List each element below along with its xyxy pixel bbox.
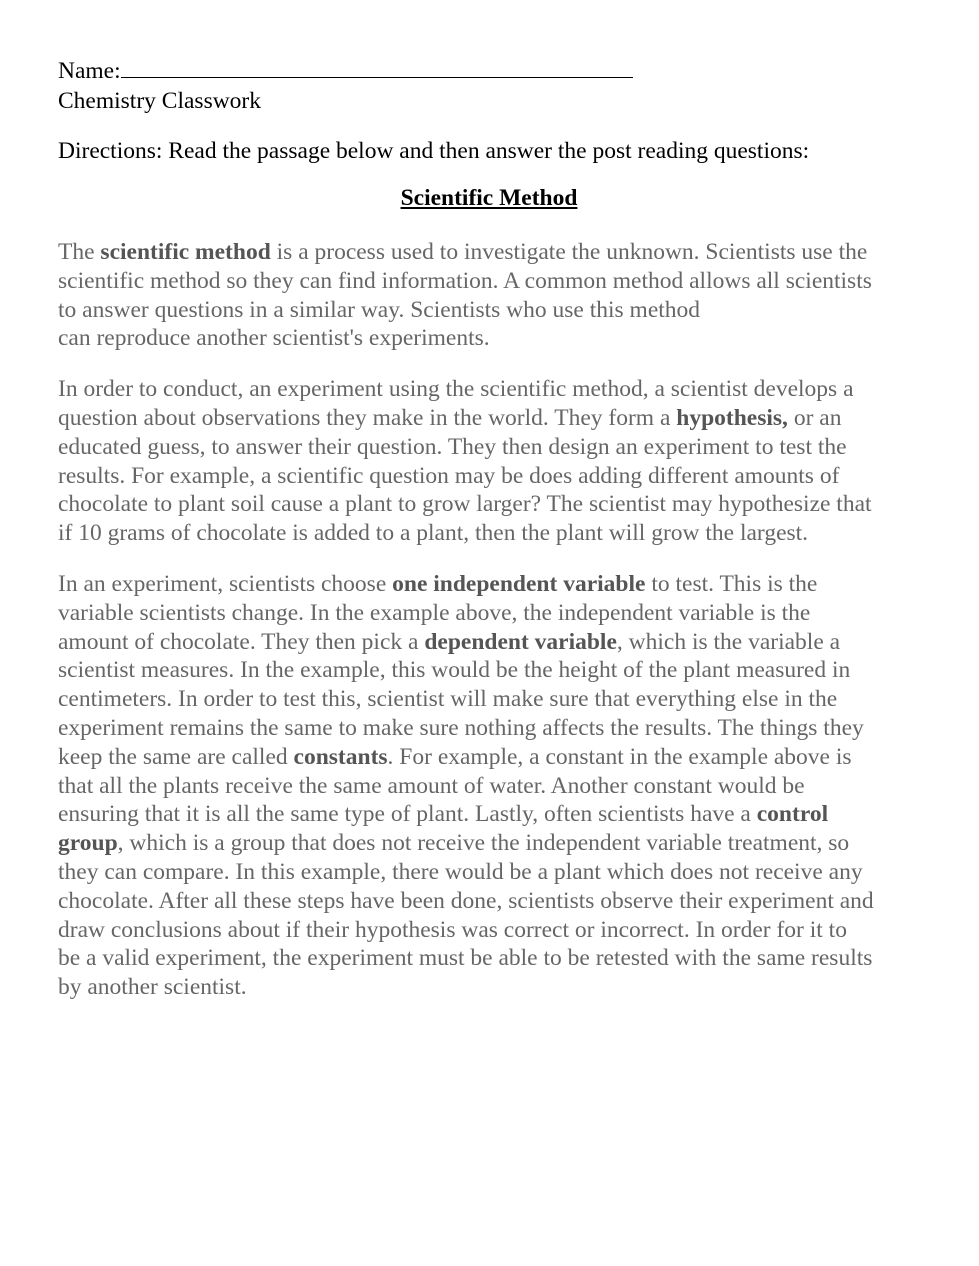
passage-text: . For example, a constant in the example above is	[387, 743, 852, 770]
directions: Directions: Read the passage below and then answer the post reading questions:	[58, 138, 810, 164]
key-term: control	[756, 801, 829, 828]
passage-text: amount of chocolate. They then pick a	[58, 628, 425, 655]
passage-line	[58, 772, 920, 801]
passage-text: The	[58, 239, 101, 265]
passage-text: by another scientist.	[58, 974, 247, 1001]
passage-line	[58, 462, 920, 491]
passage-line	[58, 599, 920, 628]
passage-text: can reproduce another scientist's experiments.	[58, 325, 490, 352]
paragraph-2	[58, 375, 920, 548]
name-label: Name:	[58, 58, 121, 84]
passage-text: to answer questions in a similar way. Scientists who use this method	[58, 296, 701, 323]
passage-line	[58, 375, 920, 404]
passage-text: results. For example, a scientific question may be does adding different amounts of	[58, 462, 840, 489]
key-term: dependent variable	[424, 628, 617, 655]
passage-line	[58, 628, 920, 657]
passage-line	[58, 714, 920, 743]
passage-line	[58, 324, 920, 353]
passage-title: Scientific Method	[400, 185, 578, 211]
passage-text: question about observations they make in the world. They form a	[58, 404, 677, 431]
passage-text: In order to conduct, an experiment using the scientific method, a scientist develops a	[58, 376, 854, 403]
passage-text: scientific method so they can find information. A common method allows all scientists	[58, 267, 872, 294]
passage-line	[58, 800, 920, 829]
passage-line	[58, 404, 920, 433]
passage-text: keep the same are called	[58, 743, 294, 770]
passage-text: they can compare. In this example, there would be a plant which does not receive any	[58, 858, 863, 885]
passage-text: , which is a group that does not receive the independent variable treatment, so	[117, 830, 850, 857]
passage-line	[58, 519, 920, 548]
key-term: one independent variable	[392, 570, 646, 597]
key-term: group	[58, 830, 118, 857]
name-blank-field[interactable]	[121, 57, 633, 78]
passage-line	[58, 433, 920, 462]
passage-text: scientist measures. In the example, this would be the height of the plant measured in	[58, 657, 851, 684]
passage-text: educated guess, to answer their question. They then design an experiment to test the	[58, 433, 847, 460]
passage-line	[58, 743, 920, 772]
worksheet-page	[58, 56, 920, 1002]
passage-text: centimeters. In order to test this, scientist will make sure that everything else in the	[58, 686, 838, 713]
passage-text: draw conclusions about if their hypothesis was correct or incorrect. In order for it to	[58, 916, 847, 943]
key-term: constants	[293, 743, 388, 770]
key-term: hypothesis,	[676, 404, 788, 431]
name-line	[58, 56, 920, 86]
passage-line	[58, 944, 920, 973]
passage-line	[58, 267, 920, 296]
passage-line	[58, 656, 920, 685]
passage-text: or an	[787, 404, 842, 431]
passage-text: , which is the variable a	[616, 628, 841, 655]
passage-line	[58, 490, 920, 519]
passage-text: is a process used to investigate the unknown. Scientists use the	[270, 239, 868, 265]
passage-line	[58, 570, 920, 599]
passage-line	[58, 916, 920, 945]
passage-text: In an experiment, scientists choose	[58, 570, 393, 597]
passage-line	[58, 296, 920, 325]
passage-text: to test. This is the	[645, 570, 818, 597]
passage-text: be a valid experiment, the experiment must be able to be retested with the same results	[58, 945, 873, 972]
passage-line	[58, 858, 920, 887]
passage-text: variable scientists change. In the example above, the independent variable is the	[58, 599, 811, 626]
passage-text: experiment remains the same to make sure nothing affects the results. The things they	[58, 714, 864, 741]
passage-text: if 10 grams of chocolate is added to a plant, then the plant will grow the largest.	[58, 520, 809, 547]
passage-text: that all the plants receive the same amount of water. Another constant would be	[58, 772, 805, 799]
passage-line	[58, 973, 920, 1002]
passage-text: chocolate to plant soil cause a plant to grow larger? The scientist may hypothesize that	[58, 491, 872, 518]
passage-text: ensuring that it is all the same type of plant. Lastly, often scientists have a	[58, 801, 757, 828]
subtitle: Chemistry Classwork	[58, 88, 262, 114]
paragraph-3	[58, 570, 920, 1002]
paragraph-1	[58, 238, 920, 353]
passage-line	[58, 238, 920, 267]
passage-line	[58, 685, 920, 714]
passage-text: chocolate. After all these steps have been done, scientists observe their experiment and	[58, 887, 874, 914]
passage-line	[58, 829, 920, 858]
passage-line	[58, 887, 920, 916]
key-term: scientific method	[100, 239, 271, 265]
